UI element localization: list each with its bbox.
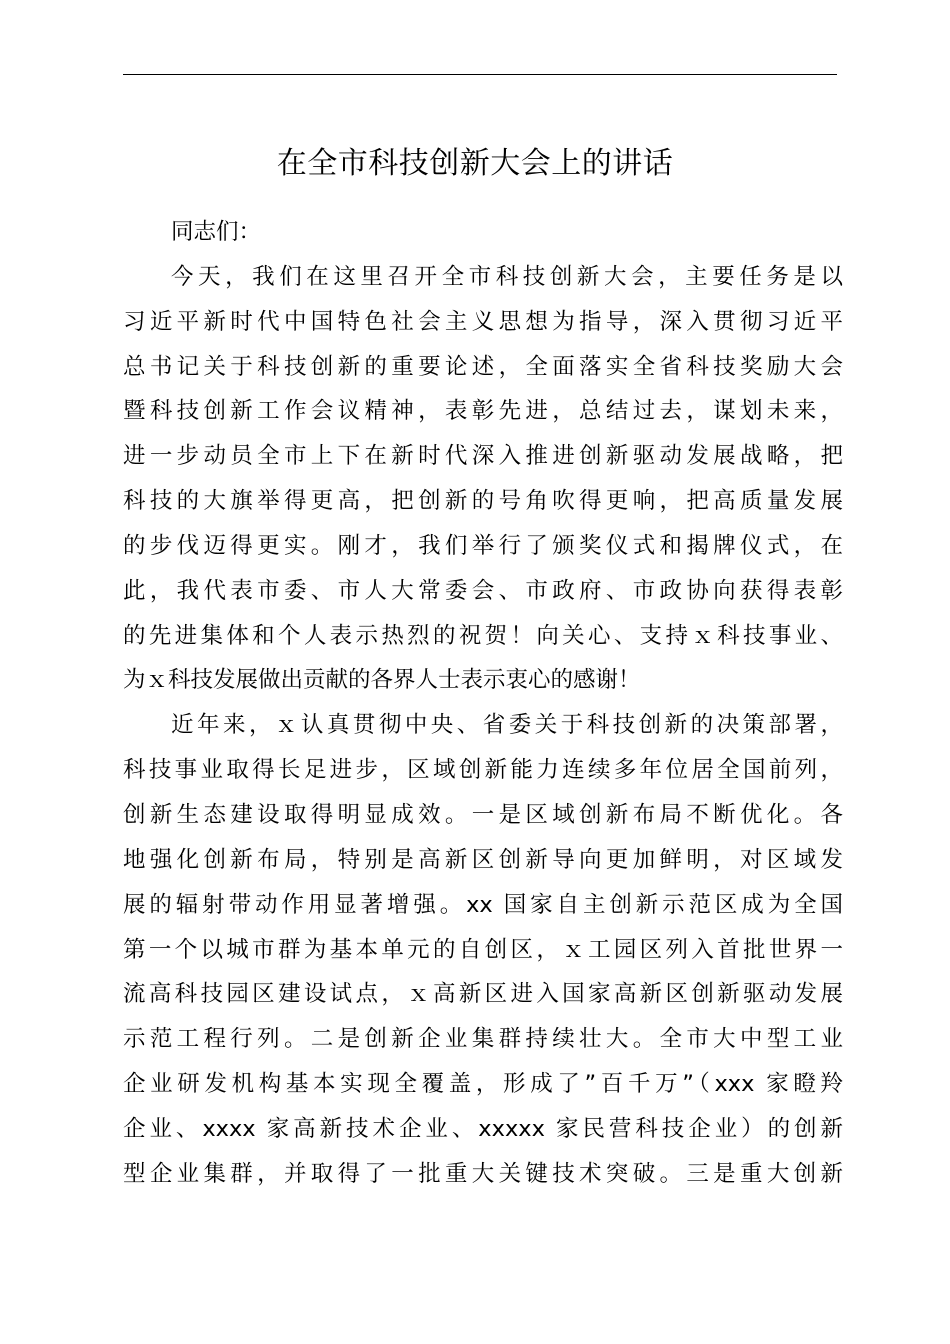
body-line: 地强化创新布局，特别是高新区创新导向更加鲜明，对区域发 — [123, 846, 843, 873]
body-line: 型企业集群，并取得了一批重大关键技术突破。三是重大创新 — [123, 1160, 843, 1187]
body-line: 暨科技创新工作会议精神，表彰先进，总结过去，谋划未来， — [123, 398, 843, 425]
body-line: 科技的大旗举得更高，把创新的号角吹得更响，把高质量发展 — [123, 488, 843, 515]
body-line: 企业研发机构基本实现全覆盖，形成了”百千万”（xxx 家瞪羚 — [123, 1071, 843, 1098]
body-line: 示范工程行列。二是创新企业集群持续壮大。全市大中型工业 — [123, 1026, 843, 1053]
body-line: 的步伐迈得更实。刚才，我们举行了颁奖仪式和揭牌仪式，在 — [123, 532, 843, 559]
body-line: 创新生态建设取得明显成效。一是区域创新布局不断优化。各 — [123, 801, 843, 828]
body-line: 展的辐射带动作用显著增强。xx 国家自主创新示范区成为全国 — [123, 891, 843, 918]
body-line: 的先进集体和个人表示热烈的祝贺！向关心、支持ｘ科技事业、 — [123, 622, 843, 649]
body-line: 第一个以城市群为基本单元的自创区，ｘ工园区列入首批世界一 — [123, 936, 843, 963]
body-line: 进一步动员全市上下在新时代深入推进创新驱动发展战略，把 — [123, 443, 843, 470]
document-title: 在全市科技创新大会上的讲话 — [276, 146, 674, 181]
body-line: 近年来，ｘ认真贯彻中央、省委关于科技创新的决策部署， — [171, 712, 843, 739]
body-line: 此，我代表市委、市人大常委会、市政府、市政协向获得表彰 — [123, 577, 843, 604]
body-line: 总书记关于科技创新的重要论述，全面落实全省科技奖励大会 — [123, 353, 843, 380]
body-line: 科技事业取得长足进步，区域创新能力连续多年位居全国前列， — [123, 757, 843, 784]
body-line: 习近平新时代中国特色社会主义思想为指导，深入贯彻习近平 — [123, 308, 843, 335]
body-line: 为ｘ科技发展做出贡献的各界人士表示衷心的感谢！ — [123, 667, 641, 694]
body-line: 企业、xxxx 家高新技术企业、xxxxx 家民营科技企业）的创新 — [123, 1115, 843, 1142]
salutation: 同志们： — [171, 219, 262, 245]
body-line: 流高科技园区建设试点，ｘ高新区进入国家高新区创新驱动发展 — [123, 981, 843, 1008]
header-rule — [123, 74, 837, 75]
body-line: 今天，我们在这里召开全市科技创新大会，主要任务是以 — [171, 263, 843, 290]
document-body — [123, 210, 843, 1197]
